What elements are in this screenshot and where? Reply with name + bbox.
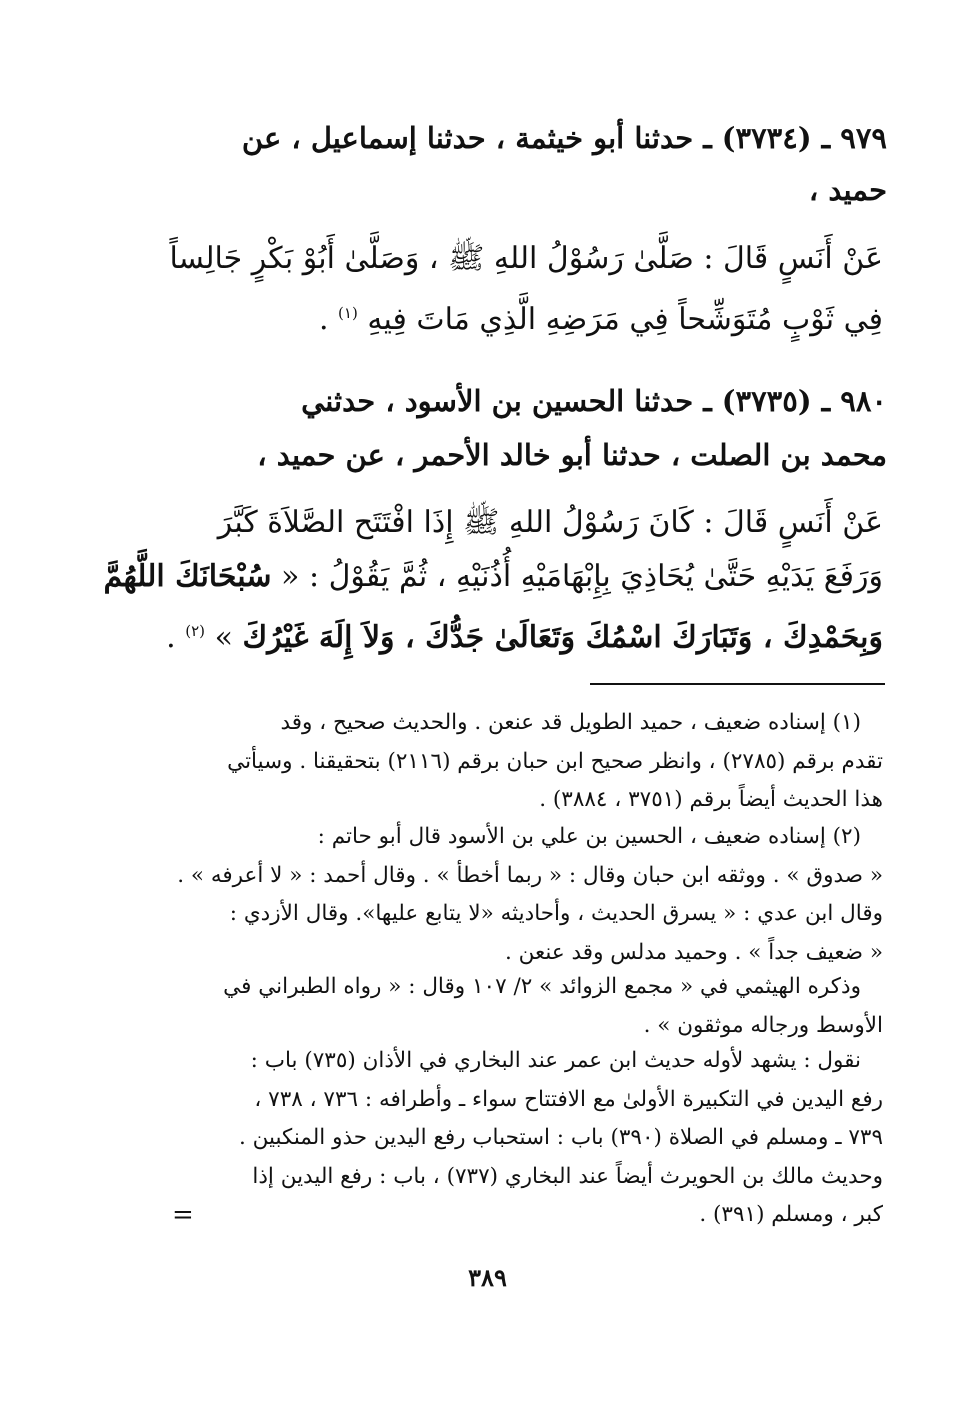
hadith-979-matn-line [183,286,883,347]
hadith-980-header-line: ٩٨٠ ـ (٣٧٣٥) ـ حدثنا الحسين بن الأسود ، حدثني [301,384,887,418]
footnote-line: نقول : يشهد لأوله حديث ابن عمر عند البخاري في الأذان (٧٣٥) باب : [250,1048,861,1073]
full-stop: . [318,302,329,337]
page-number: ٣٨٩ [468,1263,507,1292]
footnote-2-note [183,1042,883,1235]
footnote-2-continued [183,968,883,1045]
footnote-ref-2: (٢) [185,622,206,640]
footnote-line: هذا الحديث أيضاً برقم (٣٧٥١ ، ٣٨٨٤) . [539,787,883,812]
hadith-980-matn [103,496,883,665]
footnote-line: وحديث مالك بن الحويرث أيضاً عند البخاري (٧٣٧) ، باب : رفع اليدين إذا [252,1163,883,1189]
footnote-line: وقال ابن عدي : « يسرق الحديث ، وأحاديثه «لا يتابع عليها». وقال الأزدي : [229,901,883,926]
dua-text: سُبْحَانَكَ اللَّهُمَّ [103,559,272,594]
footnote-line: « ضعيف جداً » . وحميد مدلس وقد عنعن . [504,939,883,965]
matn-text: فِي ثَوْبٍ مُتَوَشِّحاً فِي مَرَضِهِ الَّذِي مَاتَ فِيهِ [367,302,883,337]
footnote-line: « صدوق » . ووثقه ابن حبان وقال : « ربما أخطأ » . وقال أحمد : « لا أعرفه » . [177,862,883,888]
footnote-line: (٢) إسناده ضعيف ، الحسين بن علي بن الأسود قال أبو حاتم : [317,824,861,849]
dua-text: وَبِحَمْدِكَ ، وَتَبَارَكَ اسْمُكَ وَتَعَالَىٰ جَدُّكَ ، وَلاَ إِلَهَ غَيْرُكَ [242,620,883,655]
hadith-979-header-line: ٩٧٩ ـ (٣٧٣٤) ـ حدثنا أبو خيثمة ، حدثنا إسماعيل ، عن [241,121,887,155]
footnote-line: كبر ، ومسلم (٣٩١) . [699,1202,883,1227]
full-stop: . [166,620,176,655]
hadith-979-header-line: حميد ، [808,173,887,207]
hadith-979-header [187,112,887,216]
footnote-line: (١) إسناده ضعيف ، حميد الطويل قد عنعن . والحديث صحيح ، وقد [280,710,861,735]
hadith-980-matn-line [103,550,883,604]
footnote-2 [177,818,883,972]
hadith-980-matn-line [166,604,883,665]
footnote-line: الأوسط ورجاله موثقون » . [643,1012,883,1038]
footnote-line: تقدم برقم (٢٧٨٥) ، وانظر صحيح ابن حبان برقم (٢١١٦) بتحقيقنا . وسيأتي [227,748,883,774]
footnote-line: ٧٣٩ ـ ومسلم في الصلاة (٣٩٠) باب : استحباب رفع اليدين حذو المنكبين . [238,1125,883,1150]
continuation-mark: = [172,1200,194,1230]
matn-text: وَرَفَعَ يَدَيْهِ حَتَّىٰ يُحَاذِيَ بِإِبْهَامَيْهِ أُذُنَيْهِ ، ثُمَّ يَقُوْلُ : « [281,559,883,594]
hadith-980-matn-line: عَنْ أَنَسٍ قَالَ : كَانَ رَسُوْلُ اللهِ ﷺ إِذَا افْتَتَح الصَّلاَةَ كَبَّرَ [217,505,883,540]
hadith-980-header-line: محمد بن الصلت ، حدثنا أبو خالد الأحمر ، عن حميد ، [257,438,887,472]
hadith-980-header [187,374,887,482]
footnote-ref-1: (١) [338,304,358,322]
hadith-979-matn [169,232,883,347]
footnote-line: وذكره الهيثمي في « مجمع الزوائد » ٢/ ١٠٧ وقال : « رواه الطبراني في [223,974,861,999]
close-quote: » [214,620,233,655]
footnote-1 [183,704,883,820]
footnote-separator [590,683,885,685]
footnote-line: رفع اليدين في التكبيرة الأولىٰ مع الافتتاح سواء ـ وأطرافه : ٧٣٦ ، ٧٣٨ ، [254,1086,883,1112]
hadith-979-matn-line: عَنْ أَنَسٍ قَالَ : صَلَّىٰ رَسُوْلُ اللهِ ﷺ ، وَصَلَّىٰ أَبُوْ بَكْرٍ جَالِساً [169,241,883,276]
